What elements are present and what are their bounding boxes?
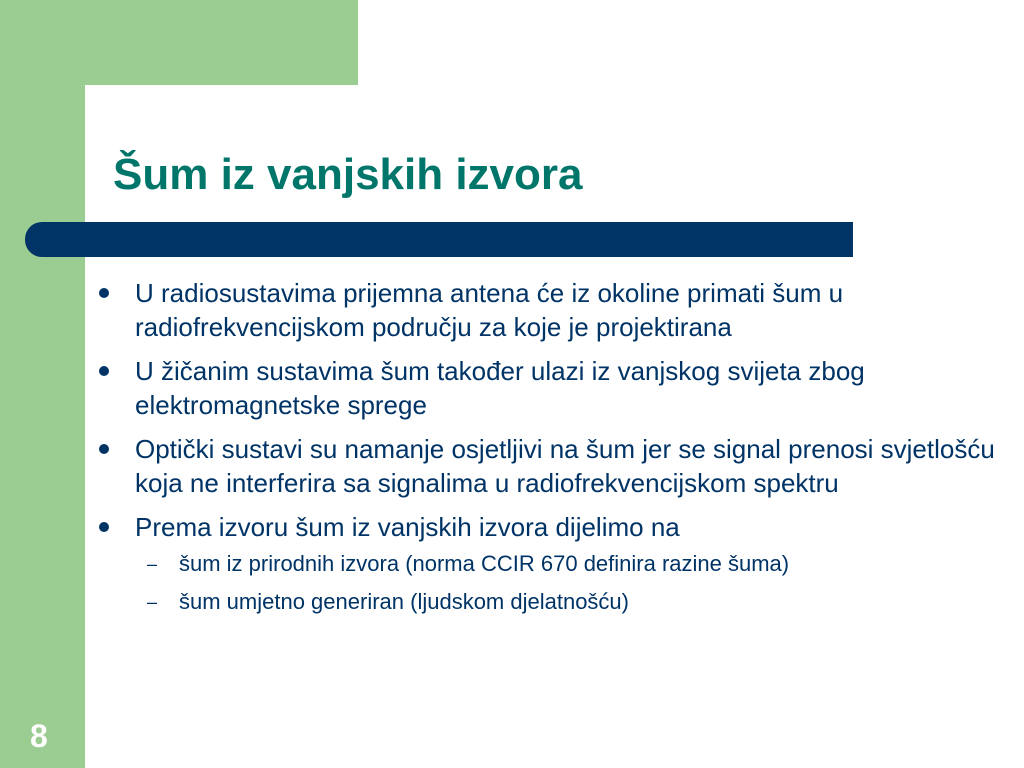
bullet-dot-icon	[99, 444, 109, 454]
sub-bullet-item	[135, 549, 1002, 579]
dash-icon: –	[147, 554, 158, 574]
title-underline-bar	[25, 222, 853, 257]
bullet-text: U radiosustavima prijemna antena će iz okoline primati šum u radiofrekvencijskom području za koje je projektirana	[135, 278, 844, 342]
slide-page-number: 8	[30, 718, 48, 754]
bullet-text: Optički sustavi su namanje osjetljivi na šum jer se signal prenosi svjetlošću koja ne interferira sa signalima u radiofrekvencijskom spektru	[135, 434, 995, 498]
bullet-item	[97, 510, 1002, 617]
bullet-dot-icon	[99, 288, 109, 298]
bullet-dot-icon	[99, 522, 109, 532]
green-side-band	[0, 0, 85, 768]
bullet-text: U žičanim sustavima šum također ulazi iz vanjskog svijeta zbog elektromagnetske sprege	[135, 356, 865, 420]
bullet-dot-icon	[99, 366, 109, 376]
sub-bullet-list	[135, 549, 1002, 617]
bullet-text: Prema izvoru šum iz vanjskih izvora dijelimo na	[135, 512, 680, 542]
bullet-list	[97, 276, 1002, 627]
sub-bullet-item	[135, 587, 1002, 617]
bullet-item	[97, 276, 1002, 344]
bullet-item	[97, 354, 1002, 422]
slide-title: Šum iz vanjskih izvora	[113, 150, 583, 199]
sub-bullet-text: šum iz prirodnih izvora (norma CCIR 670 definira razine šuma)	[179, 551, 790, 576]
green-top-block	[0, 0, 358, 85]
bullet-item	[97, 432, 1002, 500]
dash-icon: –	[147, 592, 158, 612]
sub-bullet-text: šum umjetno generiran (ljudskom djelatnošću)	[179, 589, 629, 614]
